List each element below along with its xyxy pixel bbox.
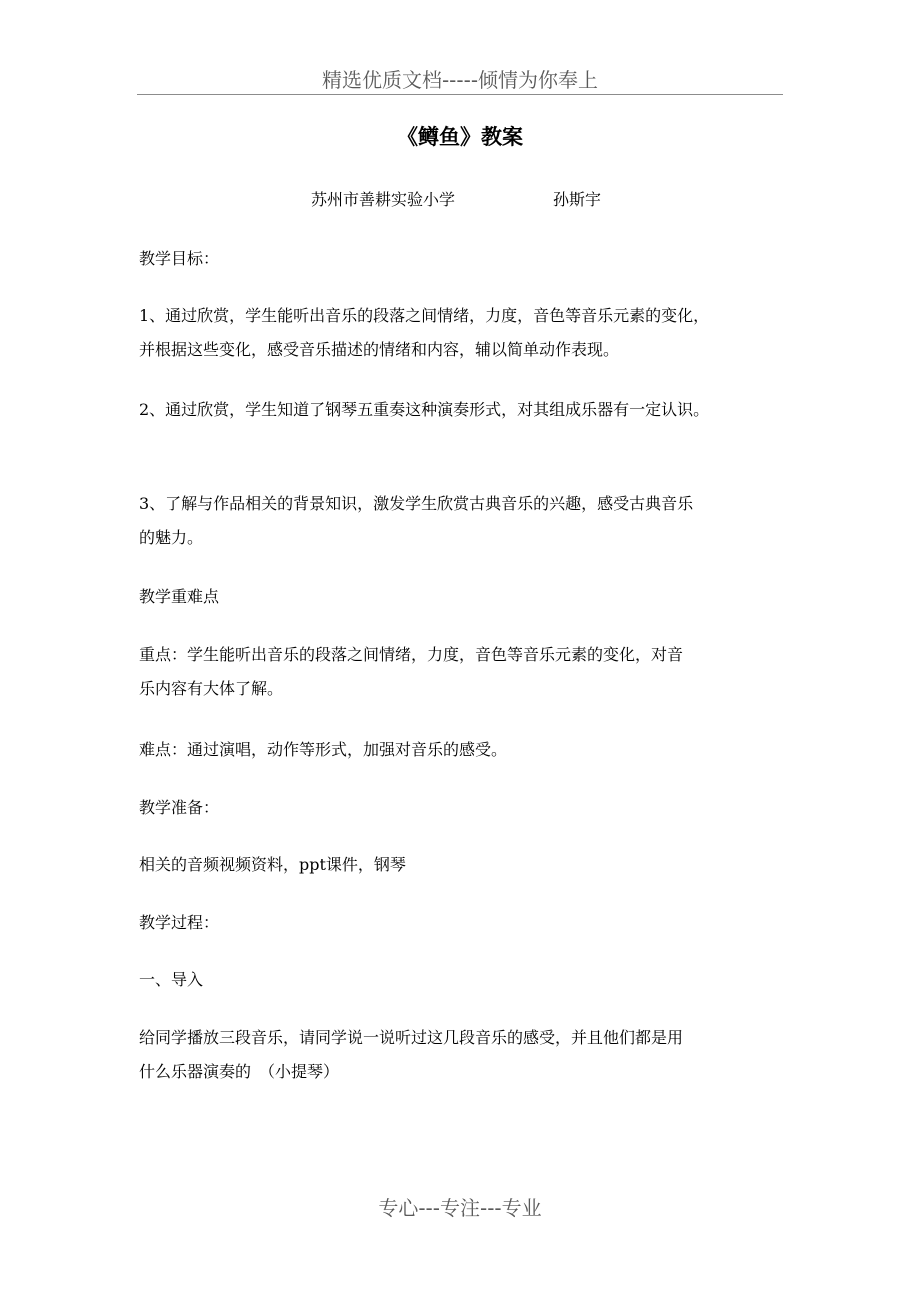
section-heading-process [139,906,799,940]
paragraph-line: 一、导入 [139,970,204,989]
preparation-materials [139,848,799,882]
paragraph-line: 乐内容有大体了解。 [139,679,284,698]
paragraph-line: 教学目标： [139,249,220,268]
page-header: 精选优质文档-----倾情为你奉上 [321,68,599,92]
paragraph-line: 给同学播放三段音乐，请同学说一说听过这几段音乐的感受，并且他们都是用 [139,1028,684,1047]
key-point [139,638,799,706]
process-step-intro [139,963,799,997]
paragraph-line: 什么乐器演奏的 （小提琴） [139,1062,340,1081]
intro-description [139,1021,799,1089]
header-divider [137,94,783,95]
paragraph-line: 并根据这些变化，感受音乐描述的情绪和内容，辅以简单动作表现。 [139,340,620,359]
paragraph-line: 相关的音频视频资料，ppt课件，钢琴 [139,855,406,874]
section-heading-key-points [139,580,799,614]
paragraph-line: 教学准备： [139,798,220,817]
paragraph-line: 重点：学生能听出音乐的段落之间情绪，力度，音色等音乐元素的变化，对音 [139,645,684,664]
school-name: 苏州市善耕实验小学 [311,190,456,209]
paragraph-line: 3、了解与作品相关的背景知识，激发学生欣赏古典音乐的兴趣，感受古典音乐 [139,494,694,513]
paragraph-line: 难点：通过演唱，动作等形式，加强对音乐的感受。 [139,740,508,759]
objective-2 [139,393,799,427]
section-heading-preparation [139,791,799,825]
paragraph-line: 教学过程： [139,913,220,932]
section-heading-objectives [139,242,799,276]
paragraph-line: 的魅力。 [139,528,204,547]
document-title: 《鳟鱼》教案 [397,125,523,149]
paragraph-line: 教学重难点 [139,587,220,606]
objective-1 [139,299,799,367]
objective-3 [139,487,799,555]
page-footer: 专心---专注---专业 [378,1196,542,1220]
paragraph-line: 2、通过欣赏，学生知道了钢琴五重奏这种演奏形式，对其组成乐器有一定认识。 [139,400,710,419]
paragraph-line: 1、通过欣赏，学生能听出音乐的段落之间情绪，力度，音色等音乐元素的变化， [139,306,710,325]
author-line [0,188,920,212]
author-name: 孙斯宇 [553,190,602,209]
difficult-point [139,733,799,767]
